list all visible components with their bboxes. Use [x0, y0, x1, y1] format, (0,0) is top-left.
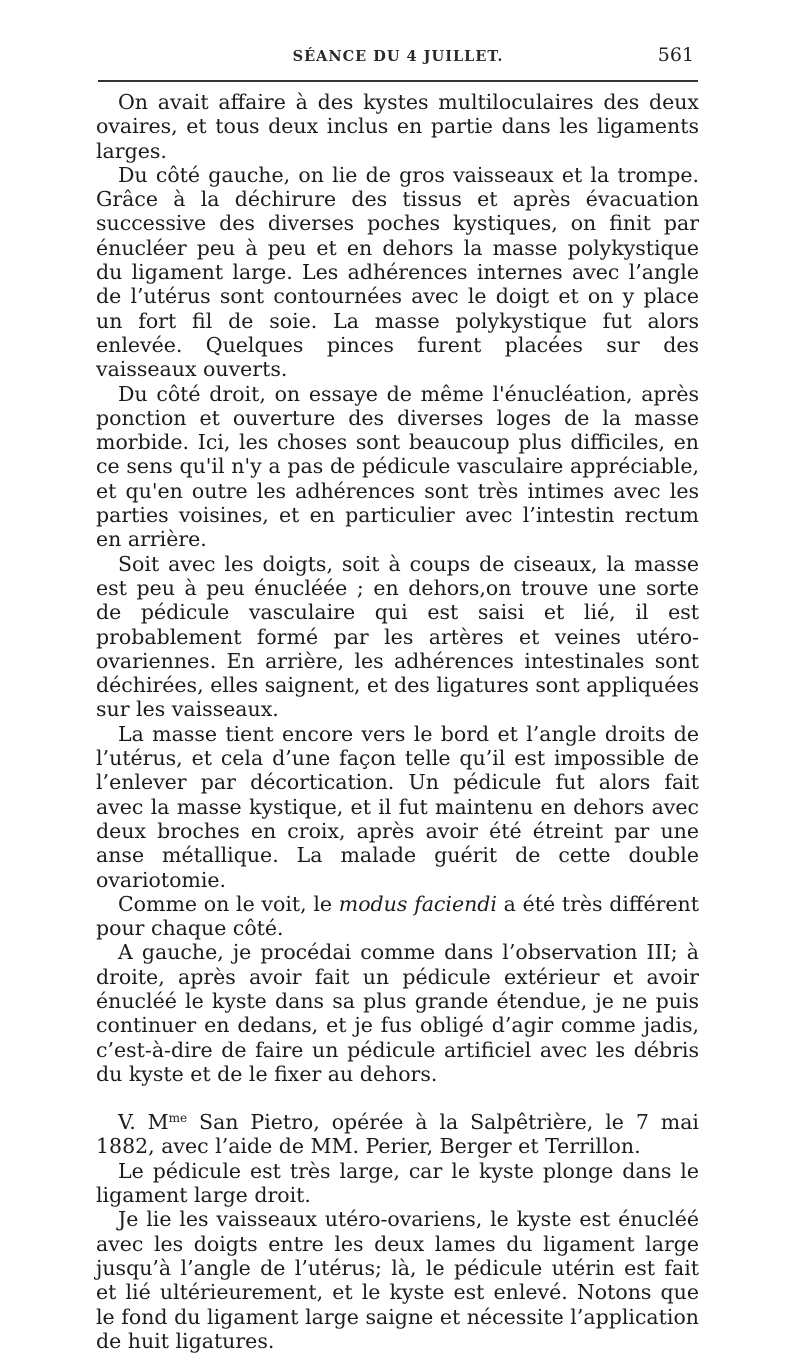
header-rule [98, 80, 698, 82]
paragraph-ciseaux: Soit avec les doigts, soit à coups de ciseaux, la masse est peu à peu énucléée ; en dehors,on trouve une sorte de pédicule vasculaire qui est saisi et lié, il est probablement formé par les artères et veines utéro-ovariennes. En arrière, les adhérences intestinales sont déchirées, elles saignent, et des ligatures sont appliquées sur les vaisseaux. [96, 551, 699, 722]
paragraph-kystes: On avait affaire à des kystes multiloculaires des deux ovaires, et tous deux inclus en partie dans les ligaments larges. [96, 90, 699, 163]
paragraph-a-gauche: A gauche, je procédai comme dans l’observation III; à droite, après avoir fait un pédicule extérieur et avoir énucléé le kyste dans sa plus grande étendue, je ne puis continuer en dedans, et je fus obligé d’agir comme jadis, c’est-à-dire de faire un pédicule artificiel avec les débris du kyste et de le fixer au dehors. [96, 940, 699, 1086]
paragraph-pedicule: Le pédicule est très large, car le kyste plonge dans le ligament large droit. [96, 1158, 699, 1208]
case-text: San Pietro, opérée à la Salpêtrière, le 7 mai 1882, avec l’aide de MM. Perier, Berger et Terrillon. [96, 1110, 699, 1159]
paragraph-cote-gauche: Du côté gauche, on lie de gros vaisseaux et la trompe. Grâce à la déchirure des tissus et après évacuation successive des diverses poches kystiques, on finit par énucléer peu à peu et en dehors la masse polykystique du ligament large. Les adhérences internes avec l’angle de l’utérus sont contournées avec le doigt et on y place un fort fil de soie. La masse polykystique fut alors enlevée. Quelques pinces furent placées sur des vaisseaux ouverts. [96, 162, 699, 382]
paragraph-cote-droit: Du côté droit, on essaye de même l'énucléation, après ponction et ouverture des diverses loges de la masse morbide. Ici, les choses sont beaucoup plus difficiles, en ce sens qu'il n'y a pas de pédicule vasculaire appréciable, et qu'en outre les adhérences sont très intimes avec les parties voisines, et en particulier avec l’intestin rectum en arrière. [96, 381, 699, 552]
paragraph-modus-faciendi [96, 892, 699, 941]
modus-italic: modus faciendi [338, 891, 497, 916]
modus-text-before: Comme on le voit, le [118, 891, 339, 916]
page-number: 561 [657, 44, 694, 66]
paragraph-masse: La masse tient encore vers le bord et l’angle droits de l’utérus, et cela d’une façon telle qu’il est impossible de l’enlever par décortication. Un pédicule fut alors fait avec la masse kystique, et il fut maintenu en dehors avec deux broches en croix, après avoir été étreint par une anse métallique. La malade guérit de cette double ovariotomie. [96, 721, 699, 892]
paragraph-vaisseaux: Je lie les vaisseaux utéro-ovariens, le kyste est énucléé avec les doigts entre les deux lames du ligament large jusqu’à l’angle de l’utérus; là, le pédicule utérin est fait et lié ultérieurement, et le kyste est enlevé. Notons que le fond du ligament large saigne et nécessite l’application de huit ligatures. [96, 1207, 699, 1353]
body-text [96, 90, 699, 1353]
modus-text-after: a été très différent pour chaque côté. [96, 891, 699, 941]
paragraph-case-v [96, 1110, 699, 1159]
case-title-superscript: me [168, 1111, 188, 1126]
page-header [98, 44, 698, 78]
running-head: SÉANCE DU 4 JUILLET. [292, 48, 504, 65]
case-number: V. M [118, 1110, 169, 1135]
